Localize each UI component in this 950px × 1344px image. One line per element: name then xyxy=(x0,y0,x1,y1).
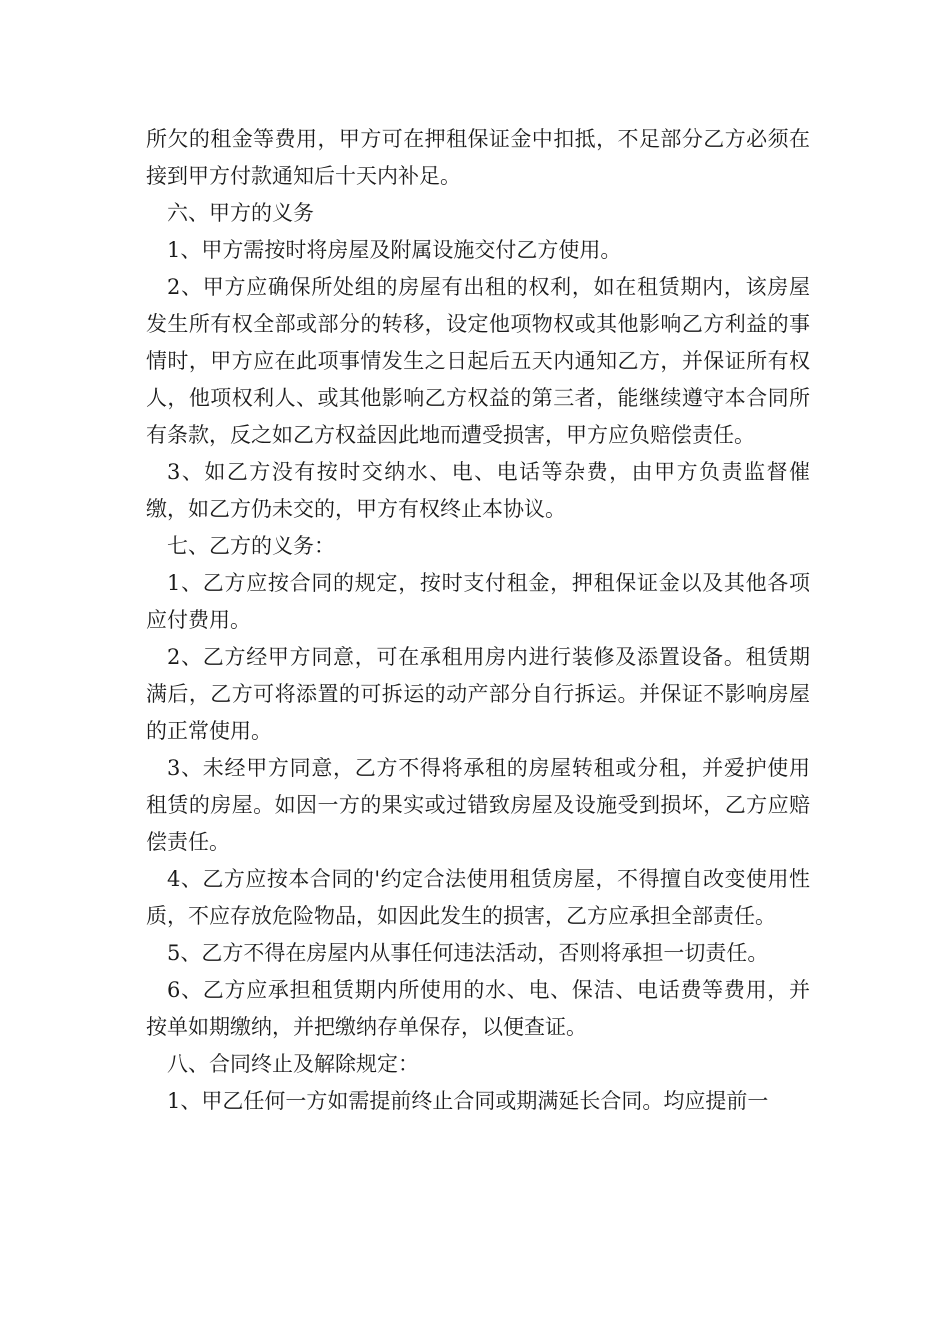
clause-a-2: 2、甲方应确保所处组的房屋有出租的权利，如在租赁期内，该房屋发生所有权全部或部分的转移，设定他项物权或其他影响乙方利益的事情时，甲方应在此项事情发生之日起后五天内通知乙方，并保证所有权人，他项权利人、或其他影响乙方权益的第三者，能继续遵守本合同所有条款，反之如乙方权益因此地而遭受损害，甲方应负赔偿责任。 xyxy=(146,275,810,447)
clause-a-1: 1、甲方需按时将房屋及附属设施交付乙方使用。 xyxy=(167,238,622,262)
clause-b-3: 3、未经甲方同意，乙方不得将承租的房屋转租或分租，并爱护使用租赁的房屋。如因一方的果实或过错致房屋及设施受到损坏，乙方应赔偿责任。 xyxy=(146,756,810,854)
clause-b-6: 6、乙方应承担租赁期内所使用的水、电、保洁、电话费等费用，并按单如期缴纳，并把缴纳存单保存，以便查证。 xyxy=(146,978,810,1039)
section-heading-termination: 八、合同终止及解除规定： xyxy=(167,1052,419,1076)
clause-a-3: 3、如乙方没有按时交纳水、电、电话等杂费，由甲方负责监督催缴，如乙方仍未交的，甲方有权终止本协议。 xyxy=(146,460,810,521)
clause-b-2: 2、乙方经甲方同意，可在承租用房内进行装修及添置设备。租赁期满后，乙方可将添置的可拆运的动产部分自行拆运。并保证不影响房屋的正常使用。 xyxy=(146,645,810,743)
clause-b-4: 4、乙方应按本合同的'约定合法使用租赁房屋，不得擅自改变使用性质，不应存放危险物品，如因此发生的损害，乙方应承担全部责任。 xyxy=(146,867,810,928)
paragraph-continuation: 所欠的租金等费用，甲方可在押租保证金中扣抵，不足部分乙方必须在接到甲方付款通知后十天内补足。 xyxy=(146,127,810,188)
clause-termination-1: 1、甲乙任何一方如需提前终止合同或期满延长合同。均应提前一 xyxy=(167,1089,769,1113)
document-body xyxy=(146,121,810,1120)
section-heading-party-a-obligations: 六、甲方的义务 xyxy=(167,201,314,225)
clause-b-1: 1、乙方应按合同的规定，按时支付租金，押租保证金以及其他各项应付费用。 xyxy=(146,571,810,632)
clause-b-5: 5、乙方不得在房屋内从事任何违法活动，否则将承担一切责任。 xyxy=(167,941,769,965)
section-heading-party-b-obligations: 七、乙方的义务： xyxy=(167,534,335,558)
